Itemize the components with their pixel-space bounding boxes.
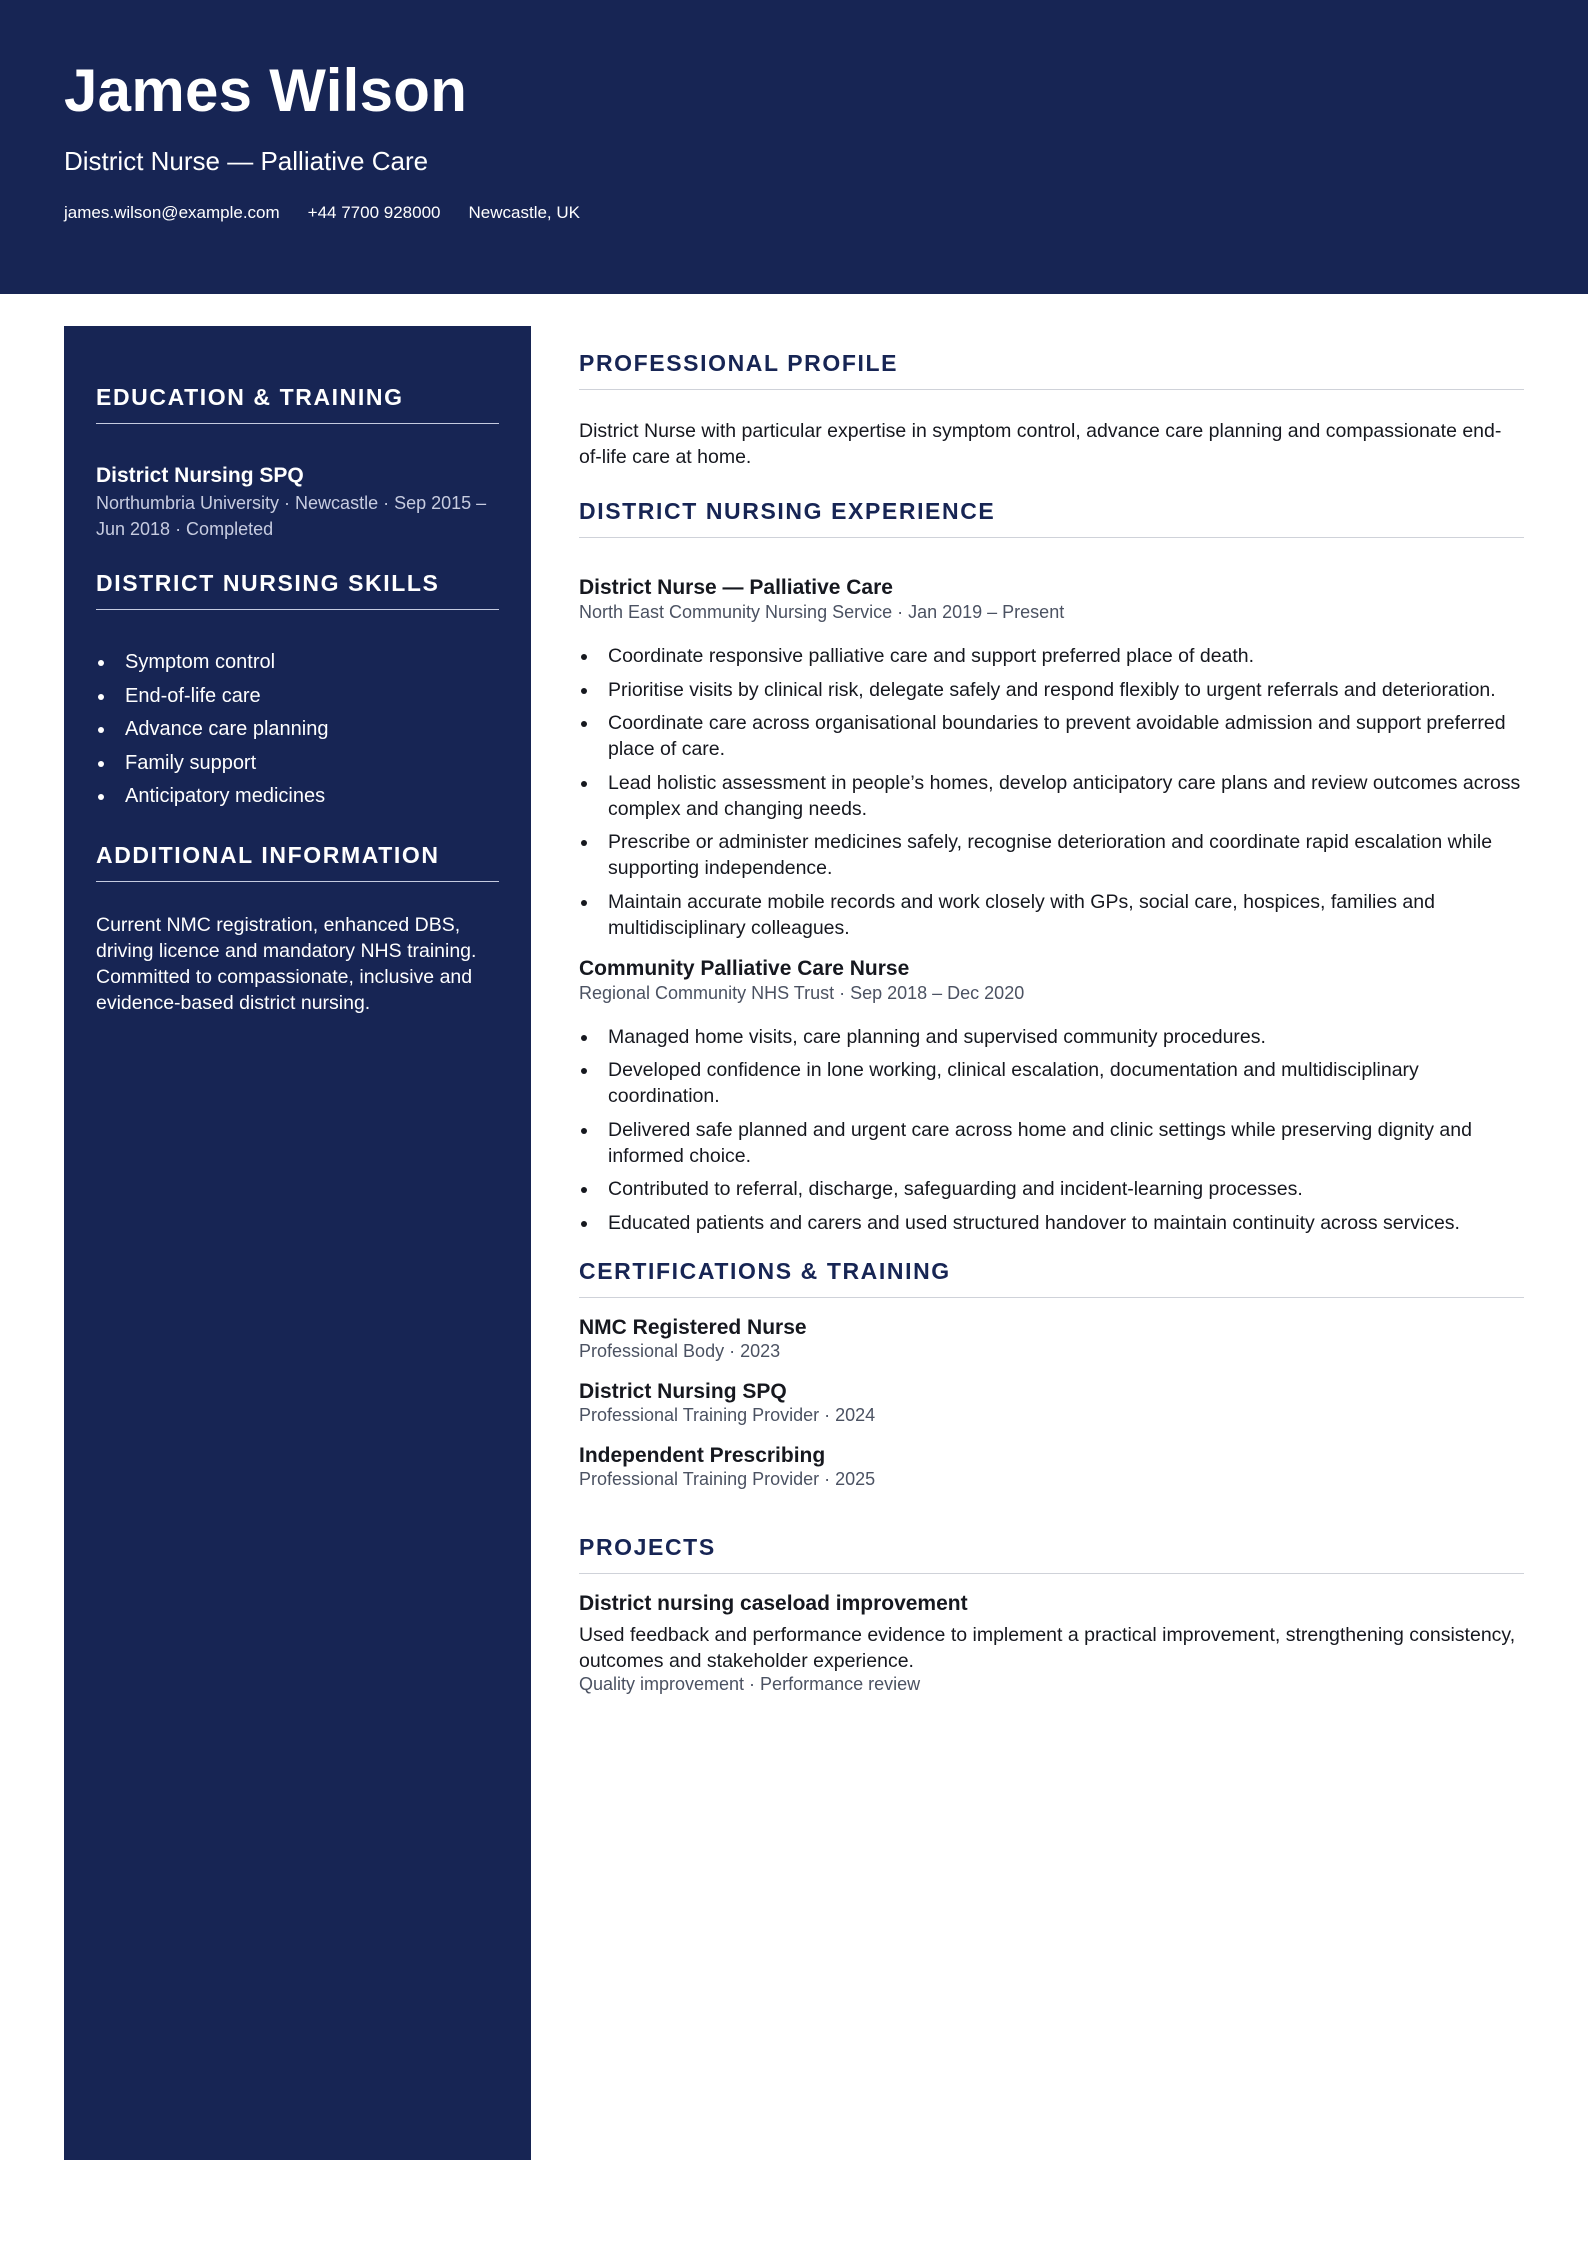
profile-text: District Nurse with particular expertise in symptom control, advance care planning and compassionate end-of-life care at home. xyxy=(579,420,1502,468)
job-bullet: Educated patients and carers and used structured handover to maintain continuity across services. xyxy=(579,1210,1524,1236)
skills-list xyxy=(96,646,499,814)
candidate-role: District Nurse — Palliative Care xyxy=(64,146,429,176)
resume-header xyxy=(0,0,1588,294)
certification-title: Independent Prescribing xyxy=(579,1443,826,1467)
skills-section xyxy=(96,570,499,814)
additional-text: Current NMC registration, enhanced DBS, driving licence and mandatory NHS training. Committed to compassionate, inclusive and evidence-based district nursing. xyxy=(96,913,477,1014)
job-bullet: Prioritise visits by clinical risk, delegate safely and respond flexibly to urgent referrals and deterioration. xyxy=(579,677,1524,703)
job-title: District Nurse — Palliative Care xyxy=(579,576,893,599)
job-entry xyxy=(579,957,1524,1236)
education-entry-subtitle: Northumbria University · Newcastle · Sep 2015 – Jun 2018 · Completed xyxy=(96,493,487,539)
certification-title: NMC Registered Nurse xyxy=(579,1315,807,1339)
job-bullet: Managed home visits, care planning and supervised community procedures. xyxy=(579,1024,1524,1050)
contact-phone[interactable]: +44 7700 928000 xyxy=(307,203,441,222)
additional-title: ADDITIONAL INFORMATION xyxy=(96,842,499,882)
job-subtitle: North East Community Nursing Service · Jan 2019 – Present xyxy=(579,602,1065,622)
profile-title: PROFESSIONAL PROFILE xyxy=(579,350,1524,390)
job-title: Community Palliative Care Nurse xyxy=(579,956,910,980)
candidate-name: James Wilson xyxy=(64,57,468,124)
job-bullet: Developed confidence in lone working, clinical escalation, documentation and multidisciplinary coordination. xyxy=(579,1057,1524,1109)
job-bullet: Coordinate responsive palliative care and support preferred place of death. xyxy=(579,643,1524,669)
certification-subtitle: Professional Body · 2023 xyxy=(579,1340,781,1361)
job-bullet: Maintain accurate mobile records and work closely with GPs, social care, hospices, families and multidisciplinary colleagues. xyxy=(579,889,1524,941)
job-bullet: Delivered safe planned and urgent care across home and clinic settings while preserving dignity and informed choice. xyxy=(579,1117,1524,1169)
job-bullets xyxy=(579,1024,1524,1236)
skill-item: End-of-life care xyxy=(96,680,499,714)
job-bullet: Coordinate care across organisational boundaries to prevent avoidable admission and support preferred place of care. xyxy=(579,710,1524,762)
certifications-title: CERTIFICATIONS & TRAINING xyxy=(579,1258,1524,1298)
certification-subtitle: Professional Training Provider · 2024 xyxy=(579,1404,876,1425)
project-meta: Quality improvement · Performance review xyxy=(579,1673,921,1694)
job-bullet: Prescribe or administer medicines safely, recognise deterioration and coordinate rapid escalation while supporting independence. xyxy=(579,829,1524,881)
projects-title: PROJECTS xyxy=(579,1534,1524,1574)
job-bullets xyxy=(579,643,1524,941)
contact-location: Newcastle, UK xyxy=(468,203,580,222)
job-bullet: Contributed to referral, discharge, safeguarding and incident-learning processes. xyxy=(579,1176,1524,1202)
contact-email[interactable]: james.wilson@example.com xyxy=(64,203,280,222)
job-bullet: Lead holistic assessment in people’s homes, develop anticipatory care plans and review outcomes across complex and changing needs. xyxy=(579,770,1524,822)
certification-subtitle: Professional Training Provider · 2025 xyxy=(579,1468,876,1489)
project-title: District nursing caseload improvement xyxy=(579,1591,968,1615)
certification-item xyxy=(579,1380,1524,1426)
skill-item: Family support xyxy=(96,747,499,781)
education-title: EDUCATION & TRAINING xyxy=(96,384,499,424)
skill-item: Symptom control xyxy=(96,646,499,680)
certification-title: District Nursing SPQ xyxy=(579,1379,787,1403)
skill-item: Anticipatory medicines xyxy=(96,780,499,814)
job-entry xyxy=(579,576,1524,941)
job-subtitle: Regional Community NHS Trust · Sep 2018 – Dec 2020 xyxy=(579,982,1025,1003)
certification-item xyxy=(579,1316,1524,1362)
education-entry-title: District Nursing SPQ xyxy=(96,464,304,487)
project-description: Used feedback and performance evidence to implement a practical improvement, strengthening consistency, outcomes and stakeholder experience. xyxy=(579,1623,1516,1672)
additional-section xyxy=(96,842,499,1016)
certification-item xyxy=(579,1444,1524,1490)
skills-title: DISTRICT NURSING SKILLS xyxy=(96,570,499,610)
skill-item: Advance care planning xyxy=(96,713,499,747)
education-section xyxy=(96,384,499,542)
experience-title: DISTRICT NURSING EXPERIENCE xyxy=(579,498,1524,538)
contact-line xyxy=(64,203,580,223)
main-column xyxy=(579,350,1524,1695)
project-entry xyxy=(579,1592,1524,1695)
sidebar xyxy=(64,326,531,2160)
